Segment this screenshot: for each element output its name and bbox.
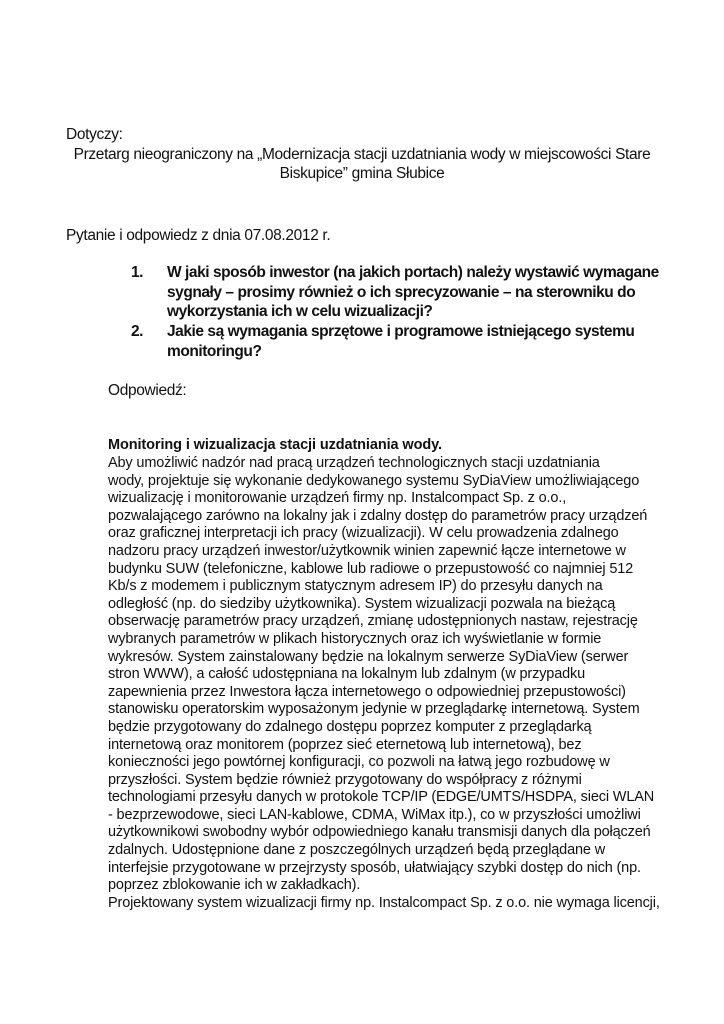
question-line: monitoringu? — [167, 342, 262, 360]
answer-line: budynku SUW (telefoniczne, kablowe lub radiowe o przepustowość co najmniej 512 — [108, 560, 634, 577]
answer-line: wody, projektuje się wykonanie dedykowanego systemu SyDiaView umożliwiającego — [108, 472, 640, 489]
answer-line: technologiami przesyłu danych w protokole TCP/IP (EDGE/UMTS/HSDPA, sieci WLAN — [108, 789, 655, 806]
answer-line: nadzoru pracy urządzeń inwestor/użytkownik winien zapewnić łącze internetowe w — [108, 542, 626, 559]
subject-line-1: Przetarg nieograniczony na „Modernizacja stacji uzdatniania wody w miejscowości Stare — [73, 146, 651, 163]
answer-line: wizualizację i monitorowanie urządzeń firmy np. Instalcompact Sp. z o.o., — [108, 490, 567, 507]
answer-title: Monitoring i wizualizacja stacji uzdatniania wody. — [108, 437, 442, 453]
question-line: sygnały – prosimy również o ich sprecyzowanie – na sterowniku do — [167, 283, 636, 301]
question-line: Jakie są wymagania sprzętowe i programowe istniejącego systemu — [167, 323, 635, 340]
answer-line: stanowisku operatorskim wyposażonym jedynie w przeglądarkę internetową. System — [108, 701, 640, 718]
question-number: 1. — [131, 264, 144, 281]
subject-line-2: Biskupice” gmina Słubice — [279, 165, 445, 182]
answer-line: odległość (np. do siedziby użytkownika). System wizualizacji pozwala na bieżącą — [108, 595, 616, 612]
question-line: W jaki sposób inwestor (na jakich portach) należy wystawić wymagane — [167, 264, 659, 281]
answer-line: wykresów. System zainstalowany będzie na lokalnym serwerze SyDiaView (serwer — [108, 648, 629, 665]
answer-line: konieczności jego powtórnej konfiguracji, co pozwoli na łatwą jego rozbudowę w — [108, 754, 610, 771]
answer-line: Aby umożliwić nadzór nad pracą urządzeń technologicznych stacji uzdatniania — [108, 455, 600, 471]
answer-line: przyszłości. System będzie również przygotowany do współpracy z różnymi — [108, 771, 582, 788]
question-number: 2. — [131, 323, 144, 340]
answer-body — [108, 455, 688, 912]
answer-line: użytkownikowi swobodny wybór odpowiedniego kanału transmisji danych dla połączeń — [108, 824, 651, 841]
qa-date-heading: Pytanie i odpowiedz z dnia 07.08.2012 r. — [66, 227, 331, 244]
question-text — [167, 263, 667, 322]
answer-line: interfejsie przygotowane w przejrzysty sposób, ułatwiający szybki dostęp do nich (np. — [108, 859, 641, 876]
answer-line: zapewnienia przez Inwestora łącza internetowego o odpowiedniej przepustowości) — [108, 683, 626, 700]
question-text — [167, 322, 667, 361]
answer-line: oraz graficznej interpretacji ich pracy (wizualizacji). W celu prowadzenia zdalnego — [108, 525, 619, 542]
answer-line: - bezprzewodowe, sieci LAN-kablowe, CDMA, WiMax itp.), co w przyszłości umożliwi — [108, 806, 641, 823]
answer-line: poprzez zblokowanie ich w zakładkach). — [108, 877, 361, 894]
answer-label: Odpowiedź: — [108, 382, 187, 399]
regarding-label: Dotyczy: — [66, 126, 123, 143]
question-line: wykorzystania ich w celu wizualizacji? — [167, 303, 433, 320]
answer-line: Kb/s z modemem i publicznym statycznym adresem IP) do przesyłu danych na — [108, 578, 603, 595]
answer-line: stron WWW), a całość udostępniana na lokalnym lub zdalnym (w przypadku — [108, 666, 586, 683]
answer-line: Projektowany system wizualizacji firmy np. Instalcompact Sp. z o.o. nie wymaga licencji, — [108, 894, 660, 911]
answer-line: obserwację parametrów pracy urządzeń, zmianę udostępnionych nastaw, rejestrację — [108, 613, 638, 630]
answer-line: pozwalającego zarówno na lokalny jak i zdalny dostęp do parametrów pracy urządzeń — [108, 507, 648, 524]
answer-line: zdalnych. Udostępnione dane z poszczególnych urządzeń będą przeglądane w — [108, 842, 606, 859]
answer-line: będzie przygotowany do zdalnego dostępu poprzez komputer z przeglądarką — [108, 718, 592, 735]
answer-line: internetową oraz monitorem (poprzez sieć eternetową lub internetową), bez — [108, 736, 582, 753]
answer-line: wybranych parametrów w plikach historycznych oraz ich wyświetlanie w formie — [108, 630, 602, 647]
